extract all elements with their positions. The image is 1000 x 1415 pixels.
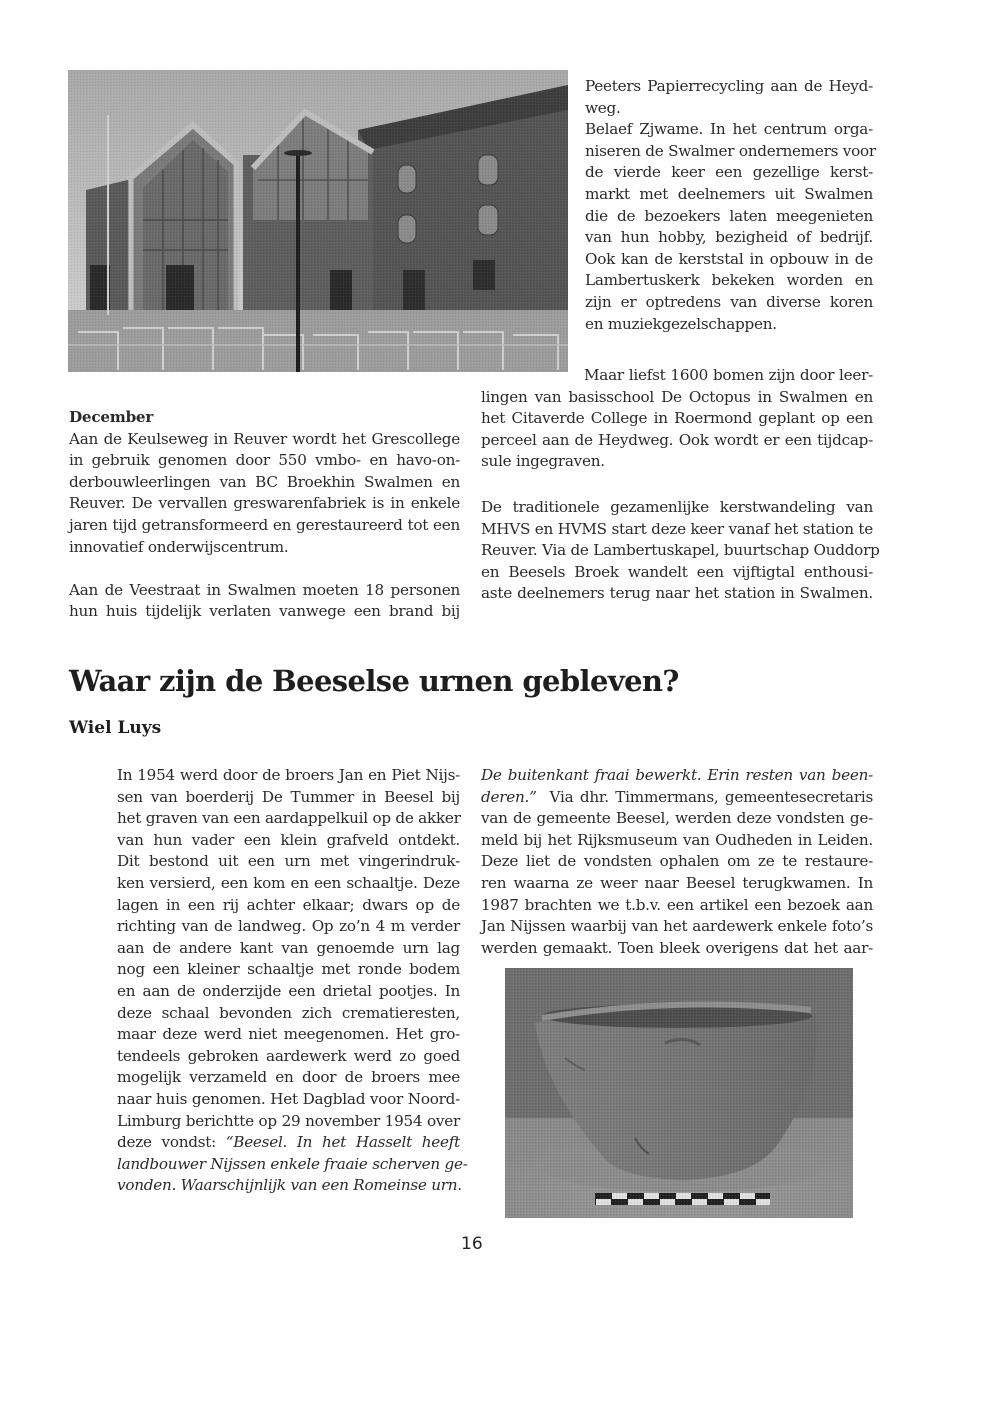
text-line xyxy=(481,787,873,809)
text-line: van hun hobby, bezigheid of bedrijf. xyxy=(585,228,873,247)
text-line: zijn er optredens van diverse koren xyxy=(585,292,873,311)
quote-lead: deze vondst: xyxy=(117,1133,226,1152)
text-line: lingen van basisschool De Octopus in Swalmen en xyxy=(481,387,873,406)
text-line: en muziekgezelschappen. xyxy=(585,314,777,333)
text-line: sen van boerderij De Tummer in Beesel bij xyxy=(117,787,460,806)
text-line: het graven van een aardappelkuil op de akker xyxy=(117,809,461,828)
text-line: 1987 brachten we t.b.v. een artikel een bezoek aan xyxy=(481,895,873,914)
text-line: markt met deelnemers uit Swalmen xyxy=(585,184,873,203)
text-line: Reuver. De vervallen greswarenfabriek is in enkele xyxy=(69,494,460,513)
december-section xyxy=(69,407,460,623)
article-author: Wiel Luys xyxy=(69,718,162,738)
newspaper-quote-end: deren.” xyxy=(481,787,537,806)
text-line: lagen in een rij achter elkaar; dwars op de xyxy=(117,895,460,914)
text-line: richting van de landweg. Op zo’n 4 m verder xyxy=(117,917,460,936)
text-line: naar huis genomen. Het Dagblad voor Noord- xyxy=(117,1089,460,1108)
text-span: Via dhr. Timmermans, gemeentesecretaris xyxy=(536,787,873,806)
text-line: weg. xyxy=(585,98,621,117)
text-line: maar deze werd niet meegenomen. Het gro- xyxy=(117,1025,460,1044)
text-line: aste deelnemers terug naar het station in Swalmen. xyxy=(481,584,873,603)
text-line: Dit bestond uit een urn met vingerindruk- xyxy=(117,852,460,871)
blank-line xyxy=(69,558,460,580)
text-line: ken versierd, een kom en een schaaltje. Deze xyxy=(117,873,460,892)
text-line: derbouwleerlingen van BC Broekhin Swalmen en xyxy=(69,472,460,491)
text-line: deze schaal bevonden zich crematieresten, xyxy=(117,1003,460,1022)
bomen-paragraph xyxy=(481,365,873,473)
urn-bowl-photo xyxy=(505,968,853,1218)
kerstmarkt-paragraph xyxy=(585,76,876,335)
text-line: en aan de onderzijde een drietal pootjes. In xyxy=(117,981,460,1000)
text-line: nog een kleiner schaaltje met ronde bodem xyxy=(117,960,460,979)
text-line: tendeels gebroken aardewerk werd zo goed xyxy=(117,1046,460,1065)
text-line: mogelijk verzameld en door de broers mee xyxy=(117,1068,460,1087)
text-line: perceel aan de Heydweg. Ook wordt er een tijdcap- xyxy=(481,430,873,449)
grescollege-photo xyxy=(68,70,568,372)
text-line: jaren tijd getransformeerd en gerestaureerd tot een xyxy=(69,515,460,534)
text-line: aan de andere kant van genoemde urn lag xyxy=(117,938,460,957)
text-line: Belaef Zjwame. In het centrum orga- xyxy=(585,120,873,139)
urn-bowl-photo-image xyxy=(505,968,853,1218)
text-line: Aan de Veestraat in Swalmen moeten 18 personen xyxy=(69,580,460,599)
text-line: Jan Nijssen waarbij van het aardewerk enkele foto’s xyxy=(481,917,873,936)
newspaper-quote-line: vonden. Waarschijnlijk van een Romeinse urn. xyxy=(117,1176,462,1195)
text-line: In 1954 werd door de broers Jan en Piet Nijs- xyxy=(117,766,460,784)
text-line: werden gemaakt. Toen bleek overigens dat het aar- xyxy=(481,938,873,957)
text-line: van hun vader een klein grafveld ontdekt. xyxy=(117,830,460,849)
text-line: de vierde keer een gezellige kerst- xyxy=(585,163,873,182)
newspaper-quote-line: De buitenkant fraai bewerkt. Erin resten van been- xyxy=(481,766,873,784)
text-line: en Beesels Broek wandelt een vijftigtal enthousi- xyxy=(481,562,873,581)
article-column-1 xyxy=(117,765,468,1197)
newspaper-quote: “Beesel. In het Hasselt heeft xyxy=(225,1133,460,1152)
text-line: Maar liefst 1600 bomen zijn door leer- xyxy=(584,366,873,384)
text-line: die de bezoekers laten meegenieten xyxy=(585,206,873,225)
text-line: Deze liet de vondsten ophalen om ze te restaure- xyxy=(481,852,873,871)
newspaper-quote-line: landbouwer Nijssen enkele fraaie scherven ge- xyxy=(117,1154,468,1173)
article-title: Waar zijn de Beeselse urnen gebleven? xyxy=(69,664,679,698)
text-line xyxy=(117,1132,460,1154)
text-line: ren waarna ze weer naar Beesel terugkwamen. In xyxy=(481,873,873,892)
text-line: sule ingegraven. xyxy=(481,452,605,471)
article-column-2 xyxy=(481,765,873,959)
text-line: Lambertuskerk bekeken worden en xyxy=(585,271,873,290)
text-line: van de gemeente Beesel, werden deze vondsten ge- xyxy=(481,809,873,828)
text-line: niseren de Swalmer ondernemers voor xyxy=(585,141,876,160)
text-line: hun huis tijdelijk verlaten vanwege een brand bij xyxy=(69,602,460,621)
december-heading: December xyxy=(69,408,154,426)
text-line: Limburg berichtte op 29 november 1954 over xyxy=(117,1111,460,1130)
text-line: Peeters Papierrecycling aan de Heyd- xyxy=(585,77,873,95)
text-line: innovatief onderwijscentrum. xyxy=(69,537,289,556)
grescollege-photo-image xyxy=(68,70,568,372)
text-line: MHVS en HVMS start deze keer vanaf het station te xyxy=(481,519,873,538)
text-line: Reuver. Via de Lambertuskapel, buurtschap Ouddorp xyxy=(481,541,880,560)
text-line: in gebruik genomen door 550 vmbo- en havo-on- xyxy=(69,451,460,470)
text-line: Ook kan de kerststal in opbouw in de xyxy=(585,249,873,268)
text-line: Aan de Keulseweg in Reuver wordt het Grescollege xyxy=(69,429,460,448)
text-line: het Citaverde College in Roermond geplant op een xyxy=(481,409,873,428)
kerstwandeling-paragraph xyxy=(481,497,880,605)
text-line: meld bij het Rijksmuseum van Oudheden in Leiden. xyxy=(481,830,873,849)
text-line: De traditionele gezamenlijke kerstwandeling van xyxy=(481,498,873,516)
page-number: 16 xyxy=(461,1234,483,1254)
